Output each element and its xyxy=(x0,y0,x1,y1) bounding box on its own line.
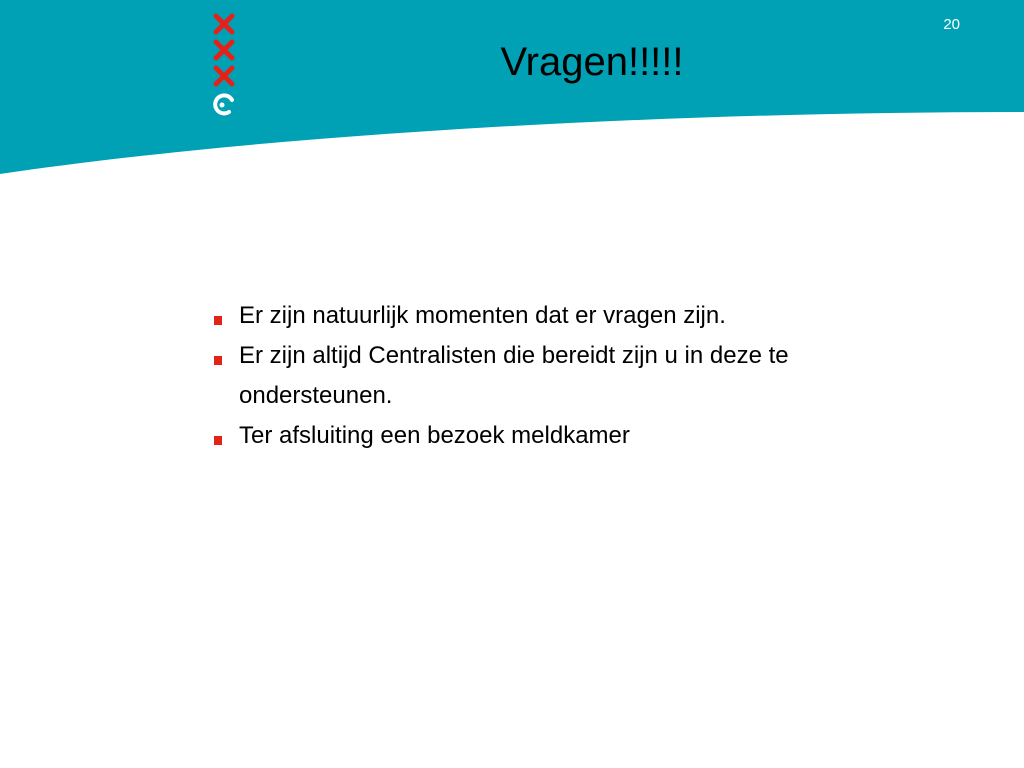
slide-number: 20 xyxy=(943,16,960,33)
bullet-list xyxy=(212,296,932,456)
list-item xyxy=(212,416,932,456)
list-item xyxy=(212,296,932,336)
bullet-square-icon xyxy=(214,316,222,325)
bullet-square-icon xyxy=(214,356,222,365)
bullet-text: Er zijn altijd Centralisten die bereidt zijn u in deze te ondersteunen. xyxy=(239,342,789,409)
bullet-square-icon xyxy=(214,436,222,445)
bullet-text: Ter afsluiting een bezoek meldkamer xyxy=(239,422,630,449)
slide-title: Vragen!!!!! xyxy=(500,40,684,84)
header-band xyxy=(0,0,1024,180)
bullet-text: Er zijn natuurlijk momenten dat er vragen zijn. xyxy=(239,302,726,329)
list-item xyxy=(212,336,932,416)
